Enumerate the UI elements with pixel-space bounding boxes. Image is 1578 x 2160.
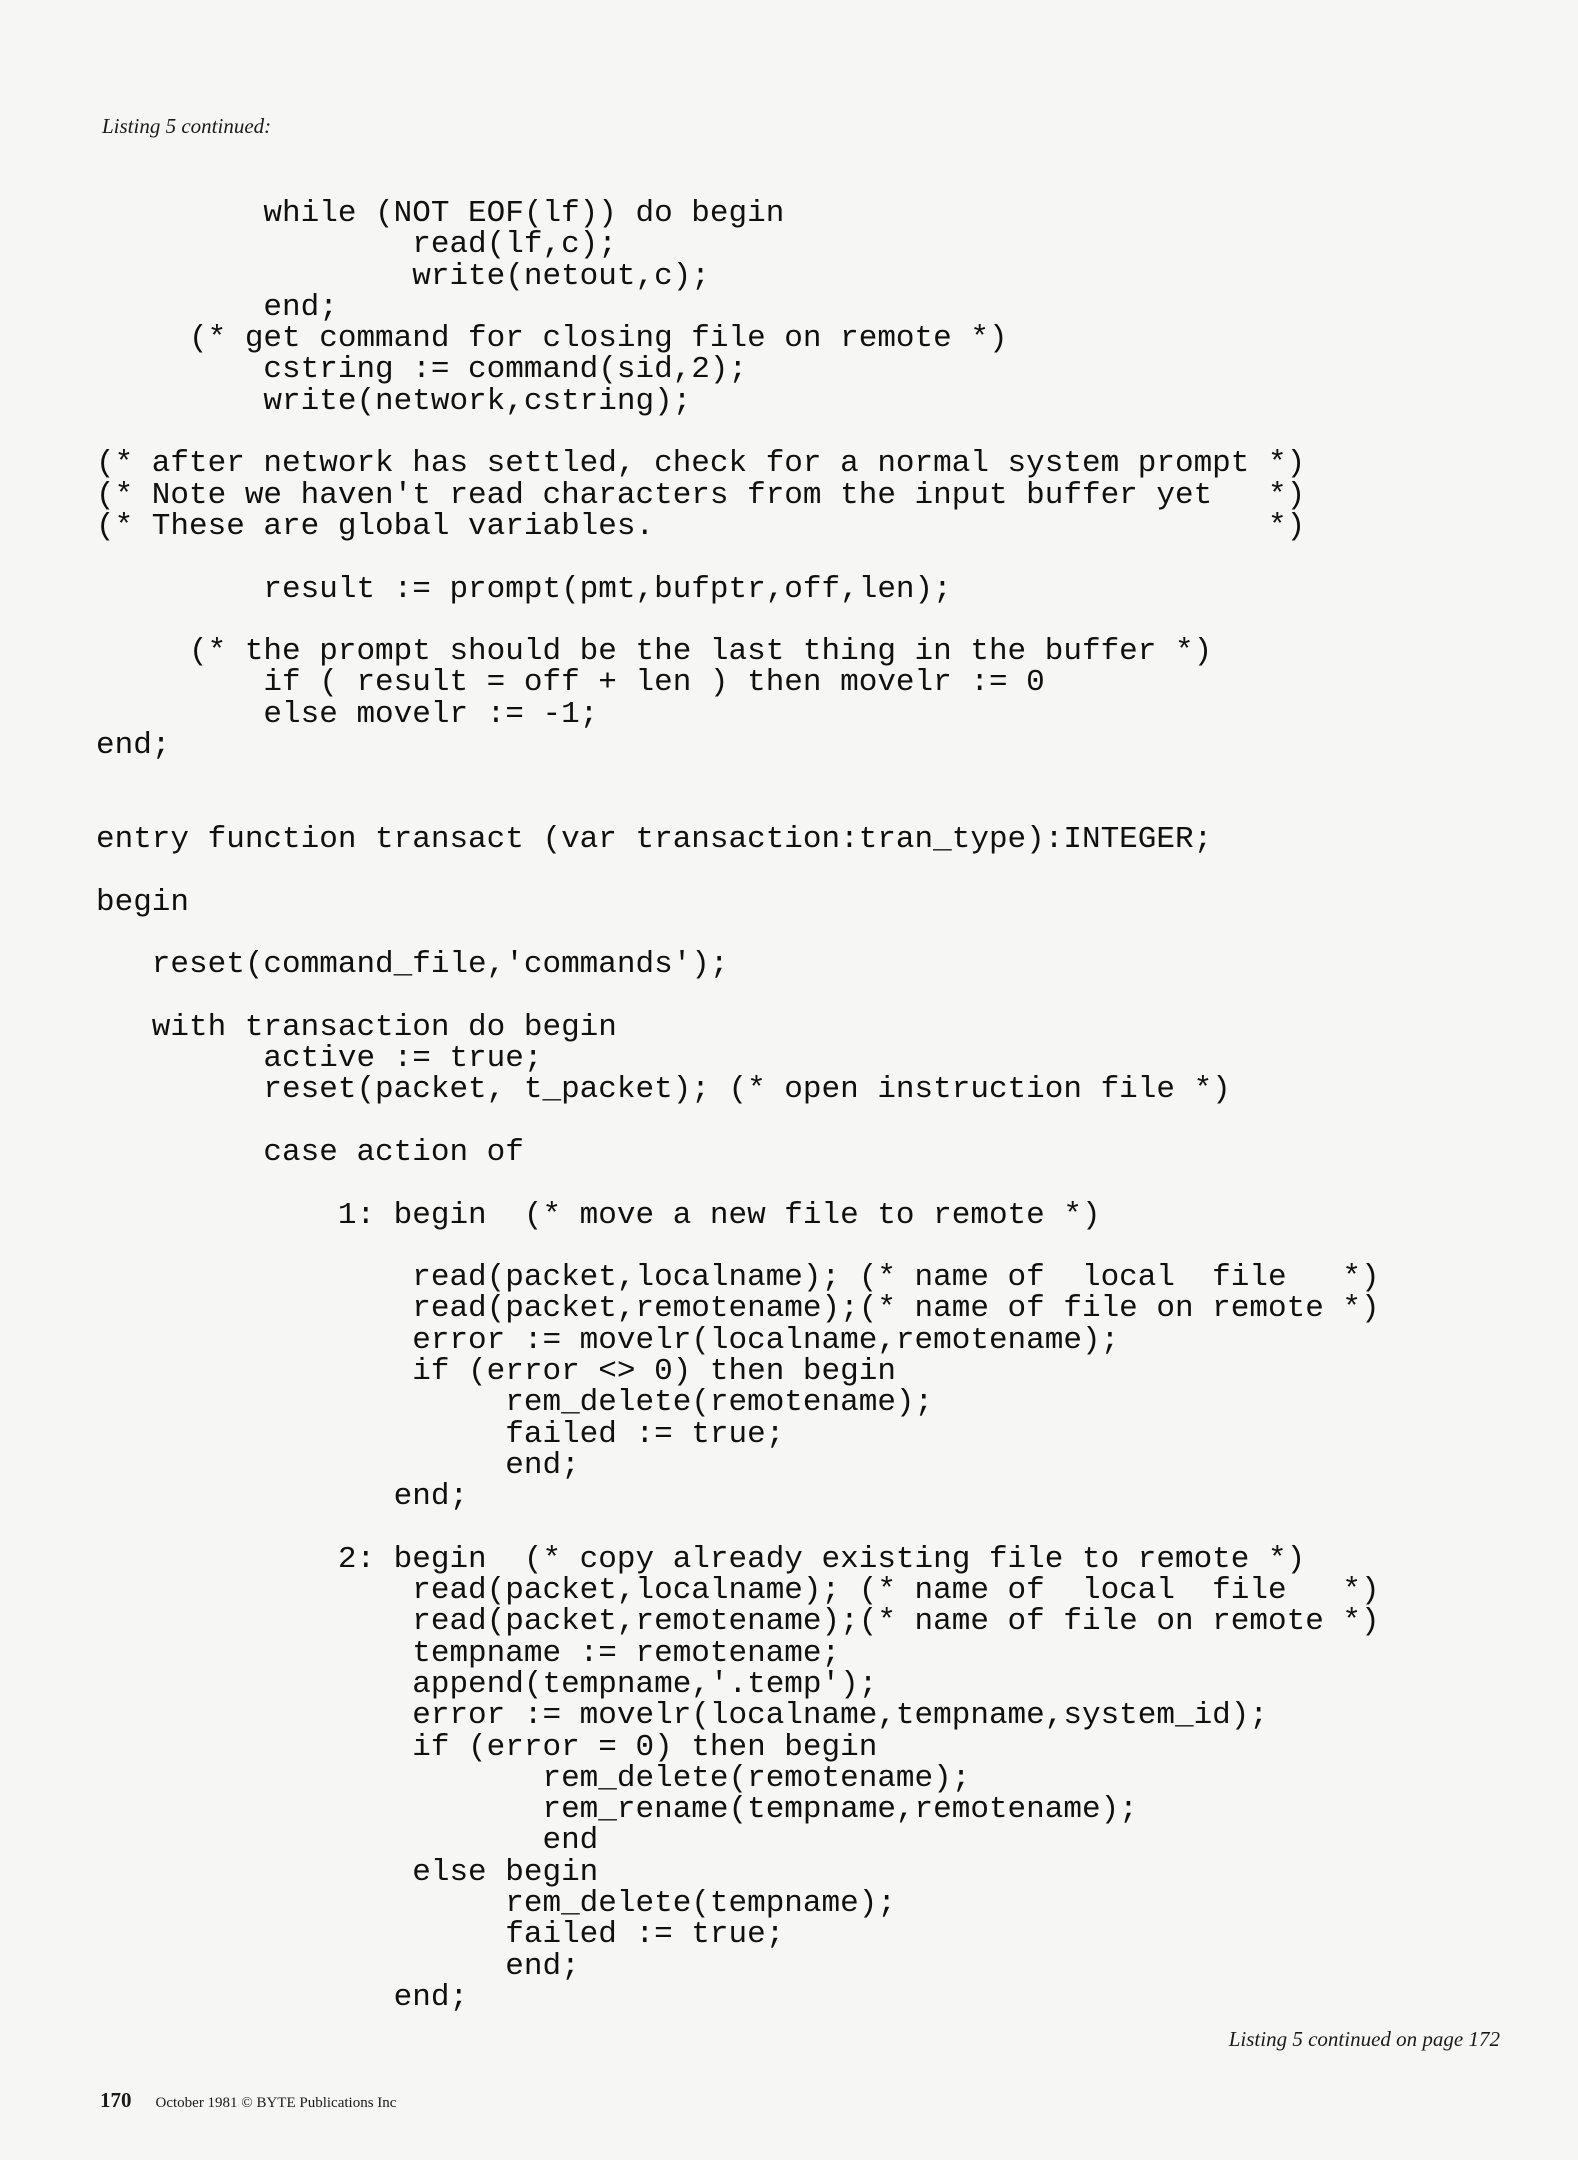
code-line: [96, 1106, 1578, 1137]
code-line: read(lf,c);: [96, 227, 617, 263]
code-line: begin: [96, 884, 190, 920]
code-line: if ( result = off + len ) then movelr := 0: [96, 665, 1045, 701]
code-line: [96, 417, 1578, 448]
code-line: end;: [96, 1948, 580, 1984]
code-line: error := movelr(localname,tempname,system_id);: [96, 1698, 1268, 1734]
code-line: rem_rename(tempname,remotename);: [96, 1792, 1138, 1828]
code-line: rem_delete(tempname);: [96, 1886, 896, 1922]
code-line: rem_delete(remotename);: [96, 1760, 971, 1796]
code-line: with transaction do begin: [96, 1009, 617, 1045]
code-line: end: [96, 1823, 599, 1859]
code-line: active := true;: [96, 1041, 543, 1077]
code-line: 1: begin (* move a new file to remote *): [96, 1197, 1101, 1233]
code-line: [96, 855, 1578, 886]
code-line: else begin: [96, 1854, 599, 1890]
code-line: read(packet,localname); (* name of local file *): [96, 1260, 1380, 1296]
page-footer: [100, 2088, 396, 2113]
code-line: failed := true;: [96, 1416, 785, 1452]
code-line: [96, 761, 1578, 792]
code-line: reset(packet, t_packet); (* open instruction file *): [96, 1072, 1231, 1108]
code-line: reset(command_file,'commands');: [96, 947, 729, 983]
code-line: cstring := command(sid,2);: [96, 352, 748, 388]
code-line: failed := true;: [96, 1917, 785, 1953]
code-line: [96, 1512, 1578, 1543]
code-line: write(netout,c);: [96, 258, 710, 294]
code-line: (* get command for closing file on remote *): [96, 321, 1008, 357]
code-line: read(packet,localname); (* name of local file *): [96, 1573, 1380, 1609]
code-line: write(network,cstring);: [96, 383, 692, 419]
code-line: [96, 605, 1578, 636]
code-line: entry function transact (var transaction:tran_type):INTEGER;: [96, 821, 1213, 857]
code-listing: [0, 198, 1578, 2013]
code-line: if (error <> 0) then begin: [96, 1353, 896, 1389]
code-line: [96, 793, 1578, 824]
listing-continued-footer: Listing 5 continued on page 172: [1228, 2027, 1500, 2051]
page-number: 170: [100, 2088, 132, 2112]
code-line: (* These are global variables. *): [96, 508, 1306, 544]
code-line: end;: [96, 1447, 580, 1483]
listing-continued-header: Listing 5 continued:: [102, 114, 272, 138]
code-line: (* Note we haven't read characters from the input buffer yet *): [96, 477, 1306, 513]
code-line: end;: [96, 728, 171, 764]
code-line: (* after network has settled, check for a normal system prompt *): [96, 446, 1306, 482]
code-line: if (error = 0) then begin: [96, 1729, 878, 1765]
code-line: [96, 980, 1578, 1011]
code-line: case action of: [96, 1134, 524, 1170]
code-line: append(tempname,'.temp');: [96, 1666, 878, 1702]
code-line: (* the prompt should be the last thing in the buffer *): [96, 634, 1213, 670]
code-line: end;: [96, 1979, 469, 2015]
code-line: end;: [96, 289, 338, 325]
code-line: while (NOT EOF(lf)) do begin: [96, 196, 785, 231]
code-line: rem_delete(remotename);: [96, 1385, 934, 1421]
code-line: end;: [96, 1479, 469, 1515]
code-line: [96, 918, 1578, 949]
code-line: [96, 542, 1578, 573]
code-line: [96, 1168, 1578, 1199]
code-line: [96, 1231, 1578, 1262]
code-line: else movelr := -1;: [96, 696, 599, 732]
code-line: read(packet,remotename);(* name of file on remote *): [96, 1291, 1380, 1327]
code-line: read(packet,remotename);(* name of file on remote *): [96, 1604, 1380, 1640]
code-line: tempname := remotename;: [96, 1635, 841, 1671]
code-line: result := prompt(pmt,bufptr,off,len);: [96, 571, 952, 607]
code-line: error := movelr(localname,remotename);: [96, 1322, 1120, 1358]
issue-info: October 1981 © BYTE Publications Inc: [155, 2095, 397, 2111]
code-line: 2: begin (* copy already existing file to remote *): [96, 1541, 1306, 1577]
